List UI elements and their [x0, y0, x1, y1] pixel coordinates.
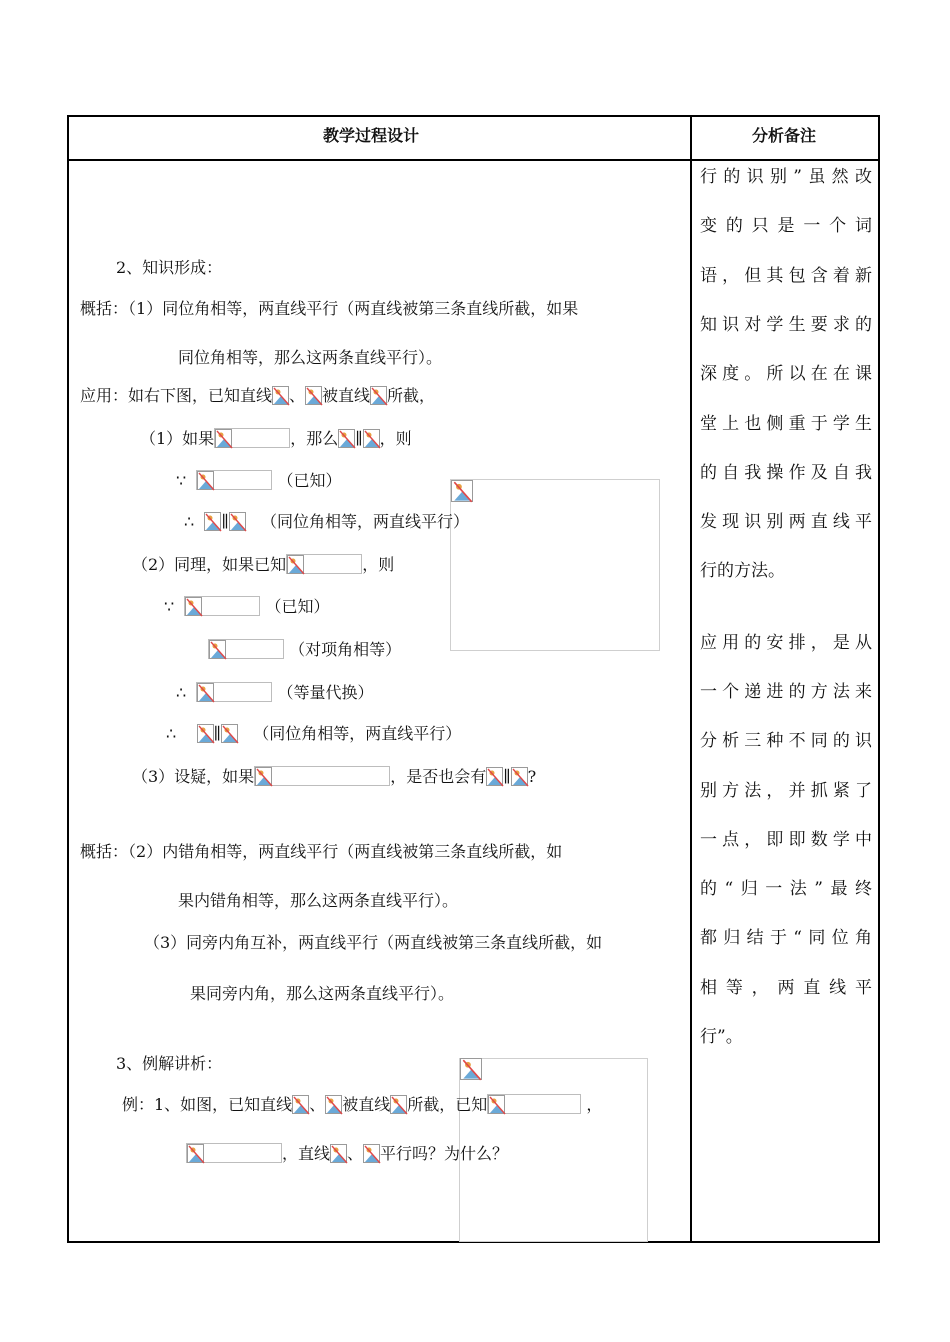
- formula-box: [184, 596, 260, 616]
- note-line: 行”。: [700, 1027, 743, 1047]
- formula-image-icon: [209, 640, 226, 659]
- formula-image-icon: [272, 386, 289, 405]
- formula-image-icon: [204, 512, 221, 531]
- note-line: 深度。所以在在课: [700, 364, 872, 384]
- formula-image-icon: [363, 1144, 380, 1163]
- summary-2-line-1: 概括：（2）内错角相等，两直线平行（两直线被第三条直线所截，如: [80, 842, 563, 861]
- formula-image-icon: [292, 1095, 309, 1114]
- formula-image-icon: [229, 512, 246, 531]
- formula-image-icon: [511, 767, 528, 786]
- formula-image-icon: [185, 597, 202, 616]
- note-line: 变的只是一个词: [700, 216, 872, 236]
- formula-image-icon: [197, 724, 214, 743]
- note-line: 一个递进的方法来: [700, 682, 872, 702]
- formula-image-icon: [390, 1095, 407, 1114]
- case-2-line: （2）同理，如果已知 ，则: [132, 555, 395, 574]
- formula-image-icon: [363, 429, 380, 448]
- note-line: 行的识别”虽然改: [700, 167, 872, 187]
- formula-image-icon: [215, 429, 232, 448]
- formula-image-icon: [305, 386, 322, 405]
- note-line: 都归结于“同位角: [700, 928, 872, 948]
- formula-image-icon: [338, 429, 355, 448]
- note-line: 别方法，并抓紧了: [700, 781, 872, 801]
- formula-image-icon: [197, 471, 214, 490]
- formula-box: [254, 766, 390, 786]
- header-teaching-design: 教学过程设计: [323, 126, 420, 145]
- case-1-line: （1）如果 ，那么 ∥ ，则: [140, 429, 412, 448]
- note-line: 语，但其包含着新: [700, 266, 872, 286]
- case-1-therefore: ∴ ∥ （同位角相等，两直线平行）: [184, 512, 470, 531]
- note-line: 知识对学生要求的: [700, 315, 872, 335]
- note-line: 堂上也侧重于学生: [700, 414, 872, 434]
- formula-box: [196, 470, 272, 490]
- note-line: 相等，两直线平: [700, 978, 872, 998]
- formula-image-icon: [330, 1144, 347, 1163]
- note-line: 一点，即即数学中: [700, 830, 872, 850]
- formula-box: [487, 1094, 581, 1114]
- section-2-title: 2、知识形成：: [116, 258, 223, 277]
- summary-2-line-2: 果内错角相等，那么这两条直线平行）。: [178, 891, 459, 910]
- application-intro: 应用：如右下图，已知直线 、 被直线 所截，: [80, 386, 436, 405]
- formula-image-icon: [187, 1144, 204, 1163]
- note-line: 的“归一法”最终: [700, 879, 872, 899]
- summary-3-line-2: 果同旁内角，那么这两条直线平行）。: [190, 984, 455, 1003]
- summary-3-line-1: （3）同旁内角互补，两直线平行（两直线被第三条直线所截，如: [144, 933, 603, 952]
- summary-1-line-2: 同位角相等，那么这两条直线平行）。: [178, 348, 443, 367]
- note-line: 发现识别两直线平: [700, 512, 872, 532]
- formula-box: [186, 1143, 282, 1163]
- case-2-therefore: ∴ ∥ （同位角相等，两直线平行）: [166, 724, 462, 743]
- figure-frame-1: [450, 479, 660, 651]
- note-line: 行的方法。: [700, 561, 785, 581]
- column-divider: [690, 115, 692, 1243]
- formula-image-icon: [325, 1095, 342, 1114]
- formula-image-icon: [287, 555, 304, 574]
- formula-image-icon: [255, 767, 272, 786]
- formula-image-icon: [488, 1095, 505, 1114]
- formula-box: [214, 428, 290, 448]
- case-1-because: ∵ （已知）: [176, 471, 342, 490]
- case-2-because: ∵ （已知）: [164, 597, 330, 616]
- note-line: 分析三种不同的识: [700, 731, 872, 751]
- broken-image-icon: [451, 480, 473, 502]
- example-1-question: ，直线 、 平行吗？为什么？: [186, 1143, 508, 1164]
- summary-1-line-1: 概括：（1）同位角相等，两直线平行（两直线被第三条直线所截，如果: [80, 299, 579, 318]
- case-2-vertical-angles: （对项角相等）: [208, 639, 401, 660]
- broken-image-icon: [460, 1058, 482, 1080]
- formula-image-icon: [197, 683, 214, 702]
- formula-box: [286, 554, 362, 574]
- note-line: 的自我操作及自我: [700, 463, 872, 483]
- case-2-substitution: ∴ （等量代换）: [176, 683, 374, 702]
- formula-box: [208, 639, 284, 659]
- formula-image-icon: [221, 724, 238, 743]
- note-line: 应用的安排，是从: [700, 633, 872, 653]
- formula-image-icon: [370, 386, 387, 405]
- section-3-title: 3、例解讲析：: [116, 1054, 223, 1073]
- formula-box: [196, 682, 272, 702]
- formula-image-icon: [486, 767, 503, 786]
- header-analysis-notes: 分析备注: [752, 126, 817, 145]
- case-3-line: （3）设疑，如果 ，是否也会有 ∥ ?: [132, 767, 537, 786]
- example-1-line: 例：1、如图，已知直线 、 被直线 所截，已知 ，: [122, 1095, 603, 1114]
